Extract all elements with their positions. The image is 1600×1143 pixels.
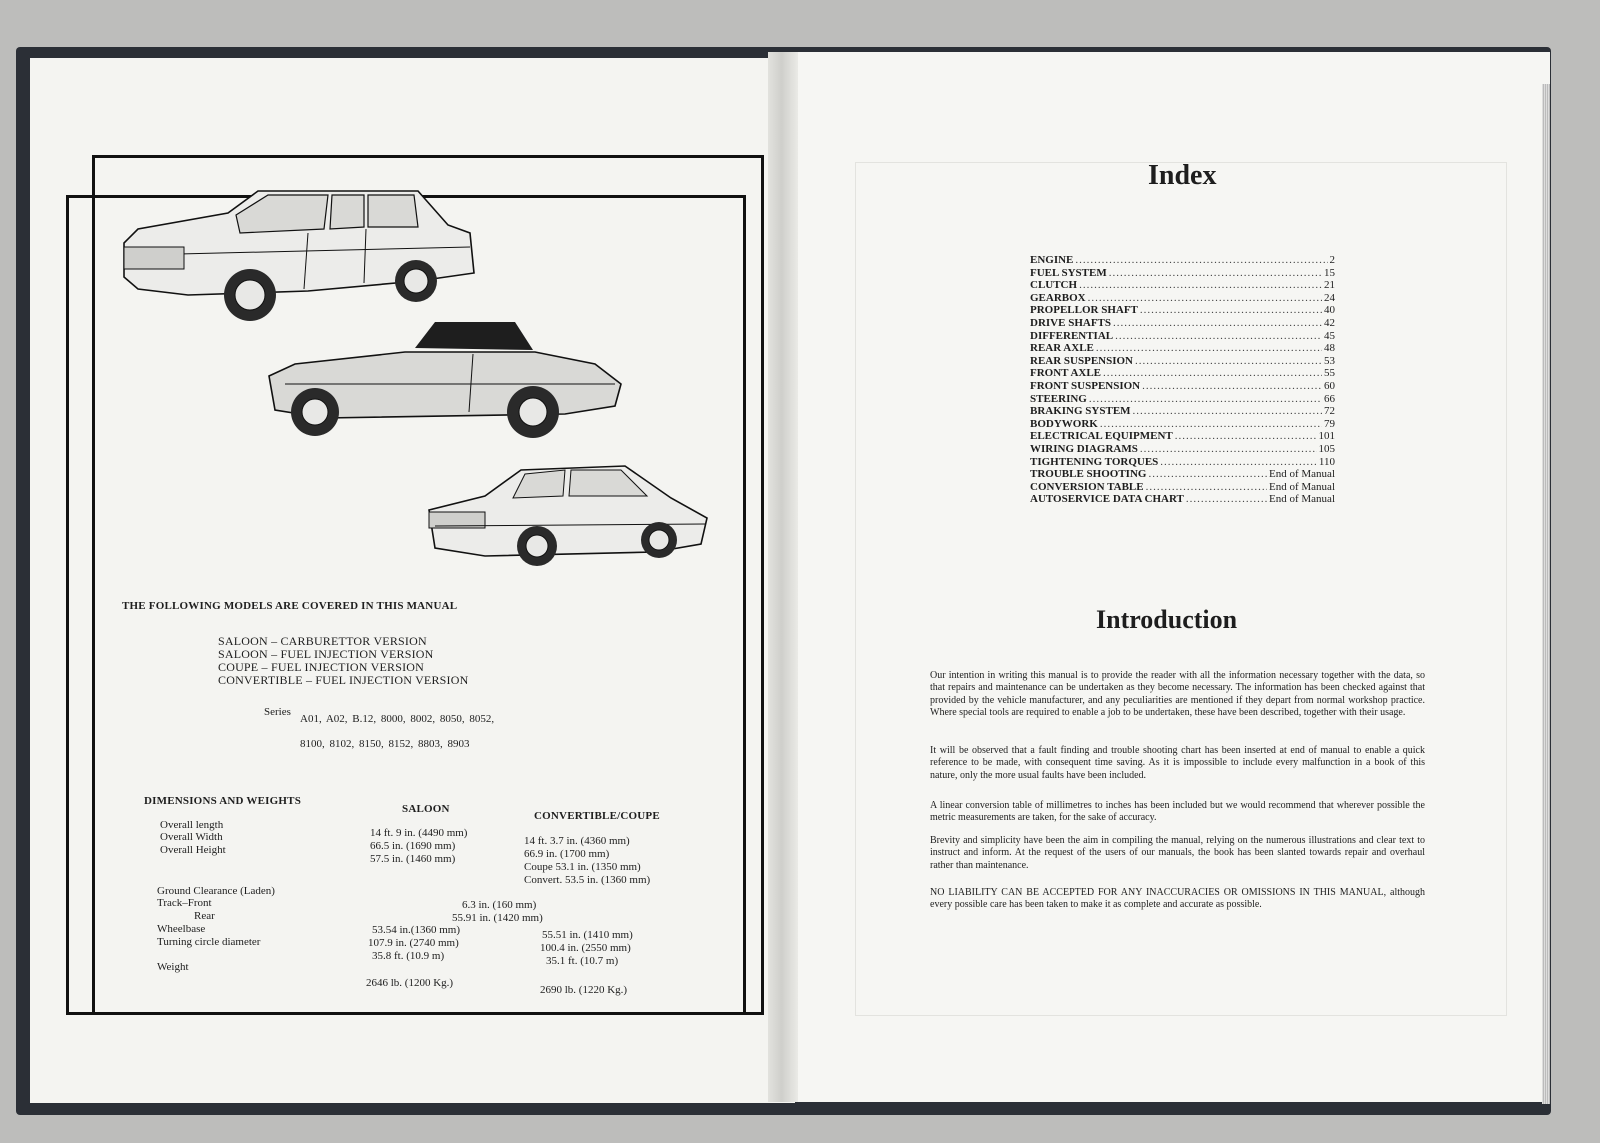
- intro-paragraph: A linear conversion table of millimetres to inches has been included but we would recommend that wherever possible the metric measurements are taken, for the sake of accuracy.: [930, 800, 1425, 824]
- coupe-car-illustration: [425, 460, 715, 570]
- index-entry-name: CLUTCH: [1030, 279, 1078, 292]
- track-front-label: Track–Front: [157, 897, 212, 909]
- series-label: Series: [264, 706, 291, 718]
- index-entry-page: 45: [1324, 329, 1335, 342]
- weight-label: Weight: [157, 961, 189, 973]
- saloon-track-rear: 53.54 in.(1360 mm): [372, 924, 460, 936]
- overall-length-label: Overall length: [160, 819, 224, 831]
- index-entry-page: End of Manual: [1269, 468, 1335, 481]
- index-entry-page: 110: [1318, 455, 1335, 468]
- model-item: CONVERTIBLE – FUEL INJECTION VERSION: [218, 673, 469, 687]
- index-leader-dots: [1103, 367, 1322, 380]
- intro-paragraph: It will be observed that a fault finding and trouble shooting chart has been inserted at end of manual to enable a quick reference to be made, with consequent time saving. As it is impossible to include every malfunction in a book of this nature, only the more usual faults have been included.: [930, 745, 1425, 781]
- index-list: [1030, 254, 1335, 506]
- saloon-column-header: SALOON: [402, 803, 450, 815]
- index-entry-name: FUEL SYSTEM: [1030, 266, 1107, 279]
- index-entry-page: 60: [1324, 379, 1335, 392]
- conv-weight: 2690 lb. (1220 Kg.): [540, 984, 628, 996]
- index-leader-dots: [1109, 267, 1322, 280]
- index-entry: [1030, 279, 1335, 292]
- index-entry-page: 2: [1329, 254, 1335, 266]
- index-entry-name: FRONT SUSPENSION: [1030, 379, 1141, 392]
- index-entry-name: ELECTRICAL EQUIPMENT: [1030, 430, 1173, 443]
- index-entry-name: AUTOSERVICE DATA CHART: [1030, 493, 1184, 506]
- saloon-width: 66.5 in. (1690 mm): [370, 840, 456, 852]
- index-leader-dots: [1089, 393, 1322, 406]
- index-entry: [1030, 405, 1335, 418]
- index-leader-dots: [1140, 304, 1322, 317]
- index-entry-name: REAR SUSPENSION: [1030, 354, 1133, 367]
- convertible-car-illustration: [265, 318, 627, 446]
- turning-circle-label: Turning circle diameter: [157, 936, 261, 948]
- index-entry-page: 105: [1318, 442, 1335, 455]
- index-entry-page: 53: [1324, 354, 1335, 367]
- convertible-coupe-column-header: CONVERTIBLE/COUPE: [534, 810, 660, 822]
- conv-wheelbase: 100.4 in. (2550 mm): [540, 942, 631, 954]
- index-entry-name: REAR AXLE: [1030, 342, 1094, 355]
- conv-height-convert: Convert. 53.5 in. (1360 mm): [524, 874, 651, 886]
- index-entry-page: 21: [1324, 279, 1335, 292]
- model-item: COUPE – FUEL INJECTION VERSION: [218, 660, 425, 674]
- conv-length: 14 ft. 3.7 in. (4360 mm): [524, 835, 630, 847]
- index-leader-dots: [1160, 456, 1317, 469]
- index-leader-dots: [1135, 355, 1322, 368]
- index-entry-page: 79: [1324, 417, 1335, 430]
- index-entry: [1030, 430, 1335, 443]
- index-entry-name: TROUBLE SHOOTING: [1030, 468, 1147, 481]
- index-leader-dots: [1140, 443, 1317, 456]
- index-entry: [1030, 254, 1335, 267]
- index-entry: [1030, 493, 1335, 506]
- index-entry-page: End of Manual: [1269, 493, 1335, 506]
- index-entry: [1030, 342, 1335, 355]
- series-line-2: 8100, 8102, 8150, 8152, 8803, 8903: [300, 738, 470, 750]
- saloon-height: 57.5 in. (1460 mm): [370, 853, 456, 865]
- index-leader-dots: [1100, 418, 1322, 431]
- index-entry-name: STEERING: [1030, 392, 1087, 405]
- wheelbase-label: Wheelbase: [157, 923, 206, 935]
- index-entry-page: 72: [1324, 405, 1335, 418]
- index-leader-dots: [1075, 254, 1327, 267]
- index-leader-dots: [1115, 330, 1322, 343]
- index-entry: [1030, 355, 1335, 368]
- index-leader-dots: [1079, 279, 1322, 292]
- saloon-weight: 2646 lb. (1200 Kg.): [366, 977, 454, 989]
- intro-paragraph: Our intention in writing this manual is to provide the reader with all the information necessary together with the data, so that repairs and maintenance can be undertaken as they become necessary. The information has been checked against that provided by the vehicle manufacturer, and any peculiarities are mentioned if they depart from normal workshop practice. Where special tools are required to enable a job to be undertaken, these have been described, together with their usage.: [930, 670, 1425, 718]
- index-entry: [1030, 418, 1335, 431]
- index-leader-dots: [1096, 342, 1322, 355]
- model-item: SALOON – FUEL INJECTION VERSION: [218, 647, 434, 661]
- index-entry-page: 42: [1324, 316, 1335, 329]
- index-entry: [1030, 292, 1335, 305]
- index-entry: [1030, 443, 1335, 456]
- model-item: SALOON – CARBURETTOR VERSION: [218, 634, 427, 648]
- index-entry: [1030, 456, 1335, 469]
- index-entry-name: CONVERSION TABLE: [1030, 480, 1144, 493]
- index-entry-name: PROPELLOR SHAFT: [1030, 304, 1138, 317]
- index-entry-page: 15: [1324, 266, 1335, 279]
- index-entry: [1030, 330, 1335, 343]
- index-leader-dots: [1175, 430, 1317, 443]
- index-entry-page: 66: [1324, 392, 1335, 405]
- overall-width-label: Overall Width: [160, 831, 223, 843]
- index-entry-name: DIFFERENTIAL: [1030, 329, 1114, 342]
- dimensions-heading: DIMENSIONS AND WEIGHTS: [144, 795, 302, 807]
- index-entry-page: 55: [1324, 367, 1335, 380]
- introduction-title: Introduction: [1096, 605, 1238, 634]
- index-entry: [1030, 393, 1335, 406]
- index-entry: [1030, 481, 1335, 494]
- index-leader-dots: [1142, 380, 1322, 393]
- conv-track-rear: 55.51 in. (1410 mm): [542, 929, 633, 941]
- saloon-wheelbase: 107.9 in. (2740 mm): [368, 937, 459, 949]
- index-entry-page: End of Manual: [1269, 480, 1335, 493]
- conv-turning-circle: 35.1 ft. (10.7 m): [546, 955, 619, 967]
- index-entry: [1030, 267, 1335, 280]
- index-entry-name: TIGHTENING TORQUES: [1030, 455, 1159, 468]
- index-entry: [1030, 317, 1335, 330]
- index-entry-name: FRONT AXLE: [1030, 367, 1102, 380]
- models-heading: THE FOLLOWING MODELS ARE COVERED IN THIS MANUAL: [122, 600, 458, 612]
- index-entry-name: GEARBOX: [1030, 291, 1086, 304]
- index-entry-page: 48: [1324, 342, 1335, 355]
- index-entry: [1030, 304, 1335, 317]
- series-line-1: A01, A02, B.12, 8000, 8002, 8050, 8052,: [300, 713, 495, 725]
- index-entry-page: 24: [1324, 291, 1335, 304]
- index-leader-dots: [1148, 468, 1267, 481]
- index-entry-name: DRIVE SHAFTS: [1030, 316, 1111, 329]
- intro-disclaimer: NO LIABILITY CAN BE ACCEPTED FOR ANY INACCURACIES OR OMISSIONS IN THIS MANUAL, although every possible care has been taken to make it as complete and accurate as possible.: [930, 887, 1425, 911]
- index-leader-dots: [1113, 317, 1322, 330]
- index-entry-page: 40: [1324, 304, 1335, 317]
- index-entry: [1030, 380, 1335, 393]
- saloon-length: 14 ft. 9 in. (4490 mm): [370, 827, 468, 839]
- index-leader-dots: [1186, 493, 1267, 506]
- index-entry: [1030, 367, 1335, 380]
- index-leader-dots: [1088, 292, 1322, 305]
- track-front-value: 55.91 in. (1420 mm): [452, 912, 543, 924]
- intro-paragraph: Brevity and simplicity have been the aim in compiling the manual, relying on the numerous illustrations and clear text to instruct and inform. At the request of the users of our manuals, the book has been slanted towards repair and overhaul rather than maintenance.: [930, 835, 1425, 871]
- index-entry-page: 101: [1318, 430, 1335, 443]
- page-stack-edge: [1542, 84, 1550, 1104]
- index-title: Index: [1148, 160, 1217, 191]
- index-entry-name: WIRING DIAGRAMS: [1030, 442, 1138, 455]
- index-entry-name: BODYWORK: [1030, 417, 1098, 430]
- saloon-turning-circle: 35.8 ft. (10.9 m): [372, 950, 445, 962]
- index-entry-name: BRAKING SYSTEM: [1030, 405, 1131, 418]
- index-leader-dots: [1133, 405, 1322, 418]
- book-gutter: [768, 52, 798, 1102]
- index-entry: [1030, 468, 1335, 481]
- ground-clearance-value: 6.3 in. (160 mm): [462, 899, 537, 911]
- overall-height-label: Overall Height: [160, 844, 226, 856]
- saloon-car-illustration: [118, 185, 490, 335]
- index-leader-dots: [1146, 481, 1267, 494]
- index-entry-name: ENGINE: [1030, 254, 1074, 266]
- ground-clearance-label: Ground Clearance (Laden): [157, 885, 275, 897]
- conv-width: 66.9 in. (1700 mm): [524, 848, 610, 860]
- conv-height-coupe: Coupe 53.1 in. (1350 mm): [524, 861, 641, 873]
- track-rear-label: Rear: [194, 910, 215, 922]
